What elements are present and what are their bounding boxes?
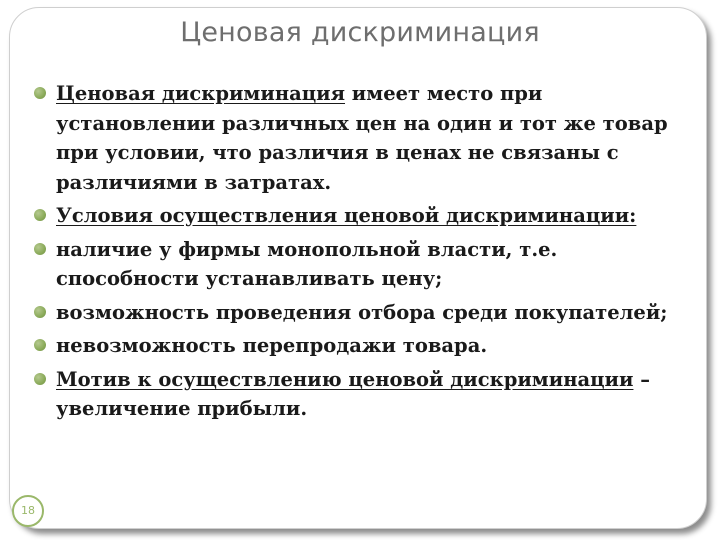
list-item-definition <box>34 79 694 197</box>
item-text: наличие у фирмы монопольной власти, т.е. способности устанавливать цену; <box>56 237 558 290</box>
item-text: имеет место при установлении различных цен на один и тот же товар при условии, что различия в ценах не связаны с различиями в затратах. <box>56 82 668 194</box>
green-circle-bullet-icon <box>34 339 46 351</box>
item-text: – увеличение прибыли. <box>56 367 650 420</box>
underlined-term: Мотив к осуществлению ценовой дискриминации <box>56 367 634 391</box>
underlined-term: Ценовая дискриминация <box>56 82 346 105</box>
underlined-term: Условия осуществления ценовой дискриминации: <box>56 204 637 227</box>
list-item-buyer-selection <box>34 298 694 328</box>
slide-title: Ценовая дискриминация <box>180 17 540 48</box>
item-text: невозможность перепродажи товара. <box>56 334 488 357</box>
green-circle-bullet-icon <box>34 306 46 318</box>
green-circle-bullet-icon <box>34 373 46 385</box>
page-number-badge: 18 <box>12 495 44 527</box>
list-item-monopoly-power <box>34 235 694 294</box>
bullet-list <box>34 79 694 428</box>
item-text: возможность проведения отбора среди покупателей; <box>56 300 668 324</box>
green-circle-bullet-icon <box>34 87 46 99</box>
list-item-motive <box>34 365 694 424</box>
list-item-conditions-heading <box>34 201 694 231</box>
green-circle-bullet-icon <box>34 209 46 221</box>
list-item-no-resale <box>34 331 694 361</box>
green-circle-bullet-icon <box>34 243 46 255</box>
